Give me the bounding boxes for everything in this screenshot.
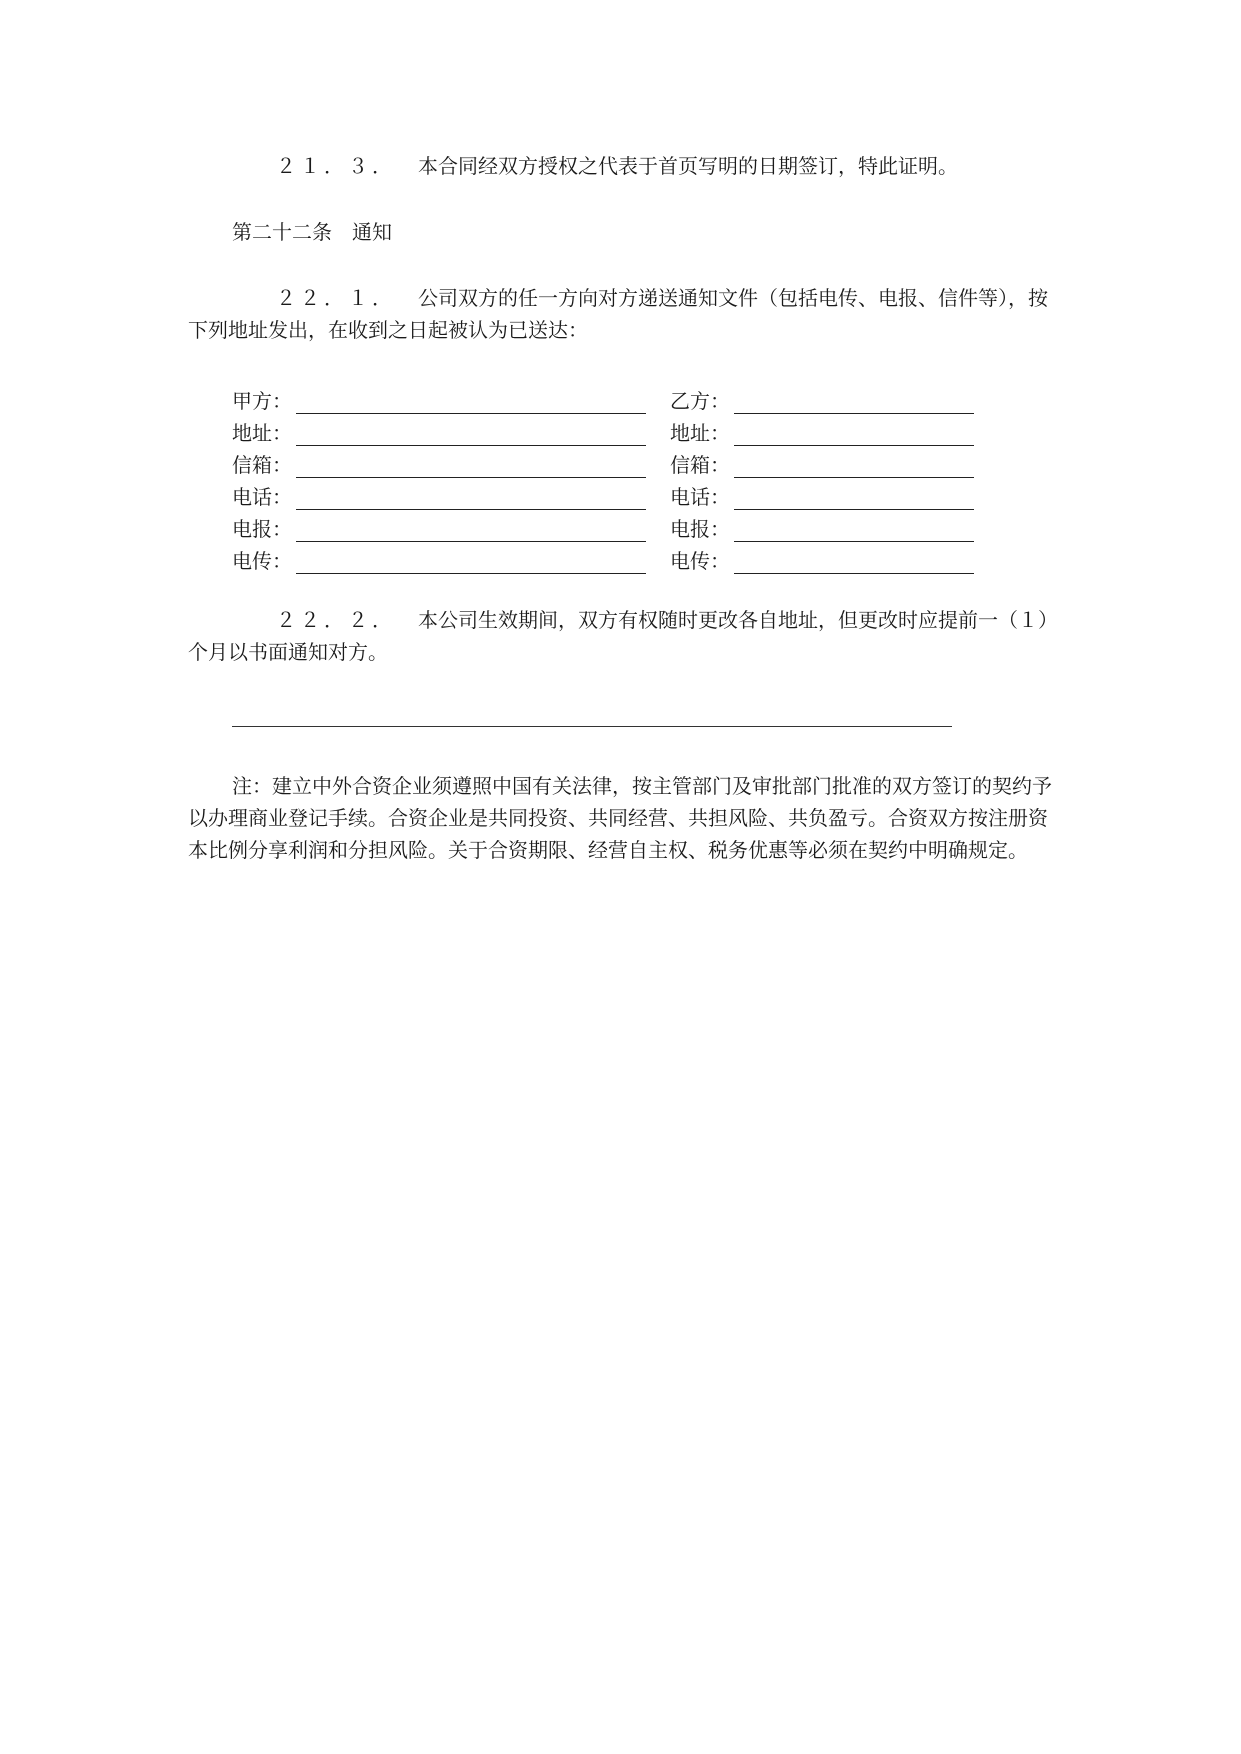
clause-21-3	[188, 150, 1058, 182]
mailbox-a-blank	[296, 455, 646, 478]
clause-number: ２２．２．	[276, 608, 396, 632]
phone-b-blank	[734, 487, 974, 510]
address-b-label: 地址：	[670, 421, 730, 445]
clause-text: 公司双方的任一方向对方递送通知文件（包括电传、电报、信件等），按下列地址发出，在收到之日起被认为已送达：	[188, 286, 1048, 342]
mailbox-b-blank	[734, 455, 974, 478]
phone-a-label: 电话：	[232, 485, 292, 509]
clause-number: ２１．３．	[276, 154, 396, 178]
telex-b-label: 电传：	[670, 549, 730, 573]
telex-a-blank	[296, 551, 646, 574]
form-row-telegram	[232, 510, 1032, 542]
clause-text: 本合同经双方授权之代表于首页写明的日期签订，特此证明。	[418, 154, 958, 178]
form-row-telex	[232, 542, 1032, 574]
address-b-blank	[734, 423, 974, 446]
form-row-phone	[232, 478, 1032, 510]
article-22-heading: 第二十二条 通知	[232, 220, 392, 244]
telegram-a-blank	[296, 519, 646, 542]
notice-address-form	[232, 382, 1032, 574]
party-a-blank	[296, 391, 646, 414]
phone-a-blank	[296, 487, 646, 510]
party-a-label: 甲方：	[232, 389, 292, 413]
clause-22-1	[188, 282, 1058, 346]
address-a-label: 地址：	[232, 421, 292, 445]
telex-a-label: 电传：	[232, 549, 292, 573]
mailbox-a-label: 信箱：	[232, 453, 292, 477]
clause-number: ２２．１．	[276, 286, 396, 310]
section-divider	[232, 726, 952, 727]
telex-b-blank	[734, 551, 974, 574]
form-row-address	[232, 414, 1032, 446]
address-a-blank	[296, 423, 646, 446]
clause-22-2	[188, 604, 1058, 668]
telegram-b-label: 电报：	[670, 517, 730, 541]
phone-b-label: 电话：	[670, 485, 730, 509]
form-row-mailbox	[232, 446, 1032, 478]
clause-text: 本公司生效期间，双方有权随时更改各自地址，但更改时应提前一（１）个月以书面通知对方。	[188, 608, 1058, 664]
form-row-party	[232, 382, 1032, 414]
note-paragraph: 注：建立中外合资企业须遵照中国有关法律，按主管部门及审批部门批准的双方签订的契约予以办理商业登记手续。合资企业是共同投资、共同经营、共担风险、共负盈亏。合资双方按注册资本比例分享利润和分担风险。关于合资期限、经营自主权、税务优惠等必须在契约中明确规定。	[188, 774, 1052, 862]
mailbox-b-label: 信箱：	[670, 453, 730, 477]
party-b-label: 乙方：	[670, 389, 730, 413]
party-b-blank	[734, 391, 974, 414]
telegram-b-blank	[734, 519, 974, 542]
telegram-a-label: 电报：	[232, 517, 292, 541]
